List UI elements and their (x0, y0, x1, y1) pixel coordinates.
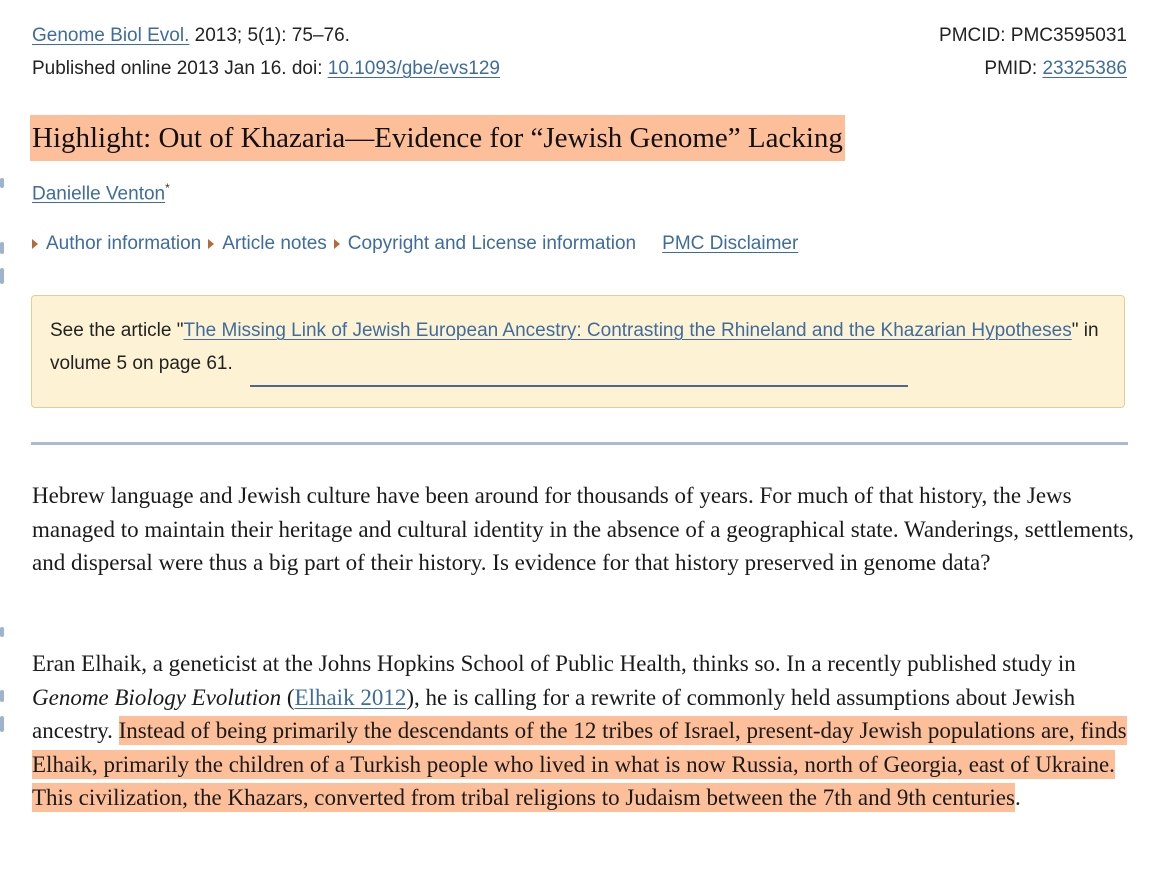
author-information-label: Author information (46, 233, 202, 254)
related-article-link[interactable]: The Missing Link of Jewish European Ancestry: Contrasting the Rhineland and the Khazarian Hypotheses (183, 320, 1072, 341)
edge-mark (0, 178, 4, 188)
paragraph-text: ), he is calling for a rewrite of commonly held assumptions about Jewish ancestry. (32, 684, 1076, 743)
copyright-toggle[interactable] (334, 233, 636, 255)
published-prefix: Published online 2013 Jan 16. doi: (32, 58, 328, 79)
article-title: Highlight: Out of Khazaria—Evidence for “Jewish Genome” Lacking (32, 122, 843, 154)
related-article-notice (31, 295, 1125, 408)
author-footnote-mark: * (165, 181, 170, 195)
author-line (32, 181, 170, 205)
paragraph-text: ( (281, 684, 295, 710)
edge-mark (0, 268, 4, 284)
edge-mark (0, 690, 4, 702)
triangle-right-icon (208, 239, 214, 249)
body-paragraph-1: Hebrew language and Jewish culture have been around for thousands of years. For much of that history, the Jews managed to maintain their heritage and cultural identity in the absence of a geographical state. Wanderings, settlements, and dispersal were thus a big part of their history. Is evidence for that history preserved in genome data? (32, 483, 1134, 575)
elhaik-reference-link[interactable]: Elhaik 2012 (294, 684, 407, 710)
author-link[interactable]: Danielle Venton (32, 183, 166, 205)
edge-mark (0, 627, 4, 637)
triangle-right-icon (334, 239, 340, 249)
pmid-line (984, 59, 1127, 78)
body-paragraph-2 (32, 647, 1142, 815)
copyright-label: Copyright and License information (347, 233, 637, 254)
article-title-highlight (30, 115, 845, 161)
volume-info: 2013; 5(1): 75–76. (189, 25, 350, 46)
article-notes-toggle[interactable] (208, 233, 327, 255)
pmc-disclaimer-link[interactable]: PMC Disclaimer (662, 233, 799, 254)
article-meta-links (32, 233, 798, 255)
pmcid: PMCID: PMC3595031 (939, 25, 1127, 46)
highlighted-passage: Instead of being primarily the descendants of the 12 tribes of Israel, present-day Jewish populations are, finds Elhaik, primarily the children of a Turkish people who lived in what is now Russia, north of Georgia, east of Ukraine. This civilization, the Khazars, converted from tribal religions to Judaism between the 7th and 9th centuries (32, 718, 1127, 810)
edge-mark (0, 716, 4, 732)
journal-name: Genome Biology Evolution (32, 684, 282, 710)
paragraph-text: . (1014, 785, 1021, 810)
triangle-right-icon (32, 239, 38, 249)
citation-journal-line (32, 26, 350, 45)
paragraph-text: Eran Elhaik, a geneticist at the Johns Hopkins School of Public Health, thinks so. In a recently published study in (32, 651, 1076, 676)
edge-mark (0, 242, 4, 254)
pmid-link[interactable]: 23325386 (1042, 58, 1127, 79)
section-divider (31, 442, 1128, 445)
article-notes-label: Article notes (222, 233, 327, 254)
author-information-toggle[interactable] (32, 233, 201, 255)
journal-link[interactable]: Genome Biol Evol. (32, 25, 190, 46)
notice-text (50, 314, 1110, 380)
notice-suffix: " in volume 5 on page 61. (50, 320, 1099, 374)
pmid-label: PMID: (984, 58, 1043, 79)
notice-prefix: See the article " (50, 320, 184, 341)
citation-published-line (32, 59, 500, 78)
notice-underline-rule (250, 385, 908, 387)
doi-link[interactable]: 10.1093/gbe/evs129 (327, 58, 500, 79)
